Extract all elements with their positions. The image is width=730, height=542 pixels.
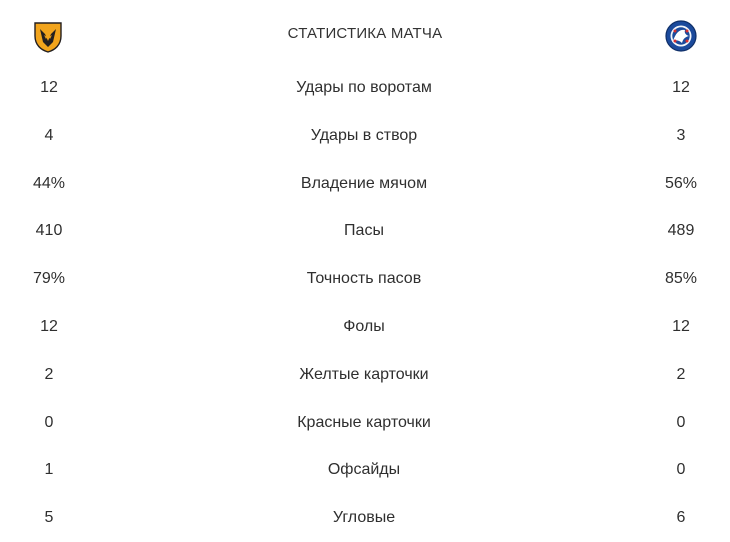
away-stat-value: 12 [672, 317, 690, 335]
stat-label: Удары в створ [310, 126, 418, 144]
away-stat-value: 3 [676, 126, 686, 144]
stat-label: Владение мячом [300, 174, 428, 192]
away-stat-value: 0 [676, 461, 686, 479]
stat-row [0, 64, 730, 112]
home-stat-value: 2 [44, 365, 54, 383]
away-stat-value: 2 [676, 365, 686, 383]
home-stat-value: 0 [44, 413, 54, 431]
home-stat-value: 410 [35, 222, 63, 240]
chelsea-crest-icon [665, 19, 697, 53]
away-stat-value: 0 [676, 413, 686, 431]
stat-row [0, 494, 730, 542]
stat-row [0, 446, 730, 494]
home-stat-value: 1 [44, 461, 54, 479]
home-stat-value: 12 [40, 317, 58, 335]
stat-label: Угловые [332, 509, 396, 527]
stat-row [0, 351, 730, 399]
stat-label: Пасы [344, 222, 384, 240]
home-stat-value: 12 [40, 79, 58, 96]
stat-label: Желтые карточки [299, 365, 429, 383]
stat-label: Фолы [343, 317, 385, 335]
away-stat-value: 85% [664, 270, 698, 288]
match-stats-header [0, 0, 730, 72]
stat-label: Точность пасов [306, 270, 422, 288]
stat-row [0, 207, 730, 255]
stat-row [0, 399, 730, 447]
stat-label: Офсайды [327, 461, 401, 479]
home-stat-value: 79% [32, 270, 66, 288]
away-stat-value: 12 [672, 79, 690, 96]
home-stat-value: 4 [44, 126, 54, 144]
stats-table [0, 64, 730, 542]
match-stats-title: СТАТИСТИКА МАТЧА [287, 25, 443, 42]
away-stat-value: 56% [664, 174, 698, 192]
away-stat-value: 489 [667, 222, 695, 240]
stat-row [0, 255, 730, 303]
away-stat-value: 6 [676, 509, 686, 527]
stat-label: Красные карточки [297, 413, 431, 431]
home-stat-value: 44% [32, 174, 66, 192]
stat-label: Удары по воротам [296, 79, 432, 96]
stat-row [0, 303, 730, 351]
home-stat-value: 5 [44, 509, 54, 527]
stat-row [0, 112, 730, 160]
stat-row [0, 160, 730, 208]
